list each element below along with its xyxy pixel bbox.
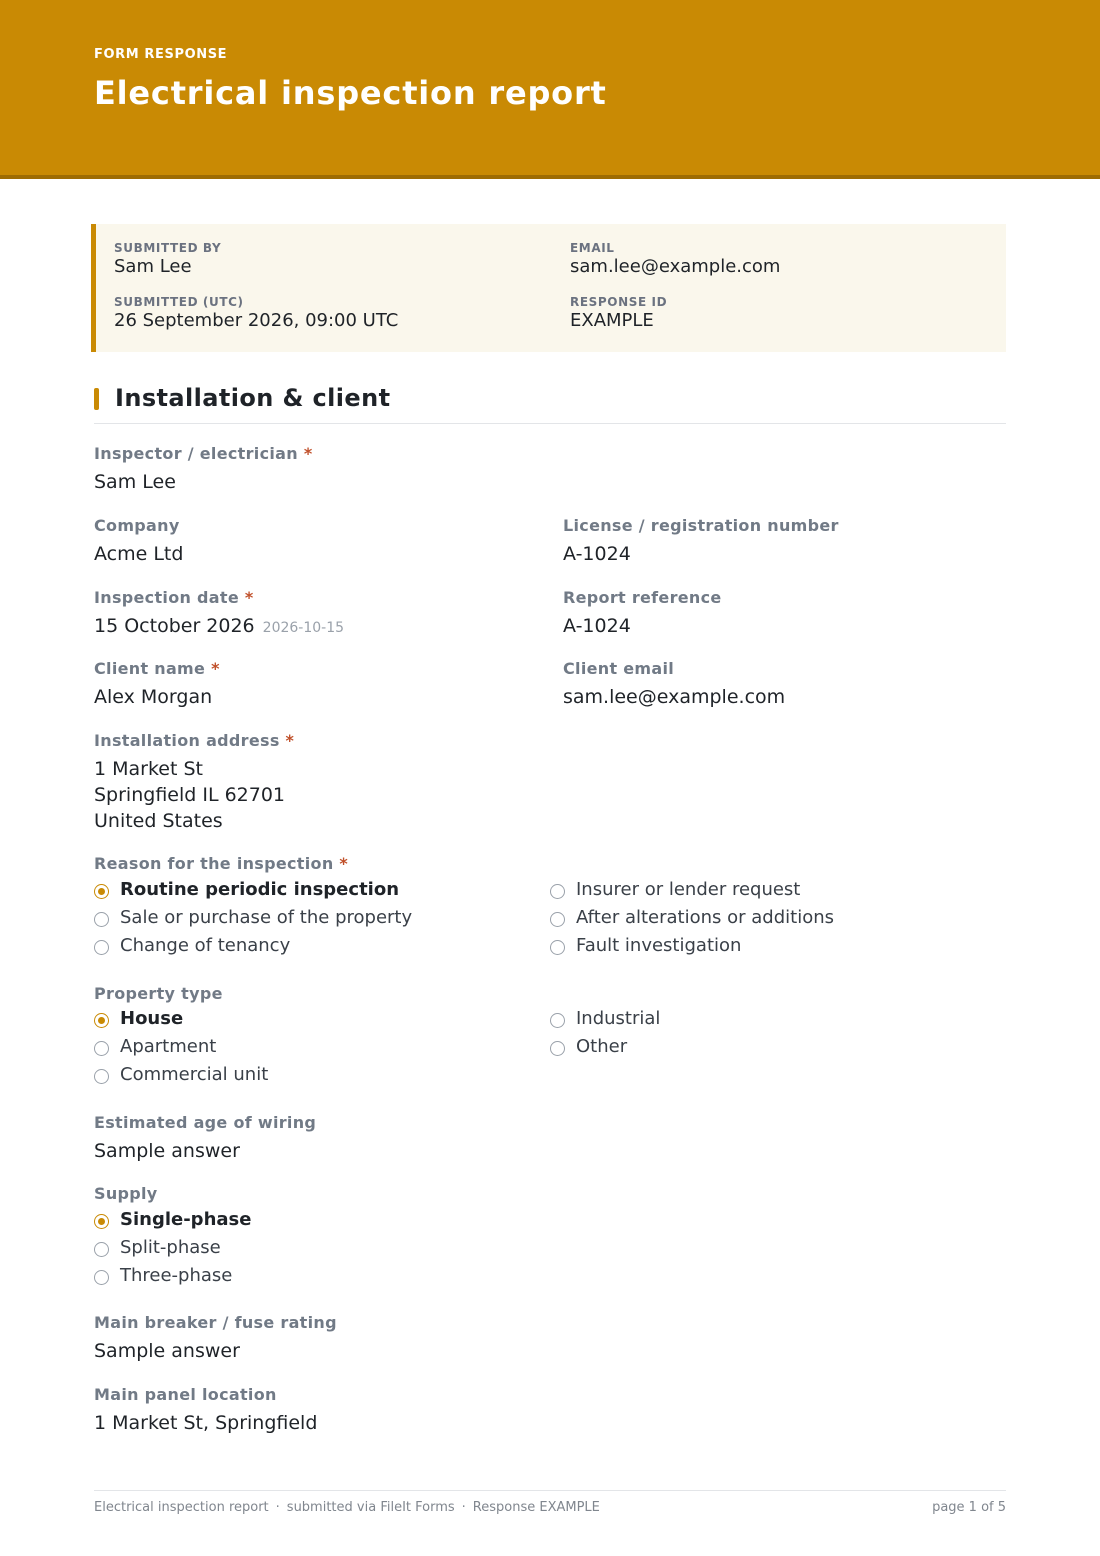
email-value: sam.lee@example.com [570,256,781,277]
required-marker: * [285,731,295,750]
section-accent-bar [94,388,99,410]
radio-option-label: Other [576,1036,628,1057]
submitted-by [114,241,221,277]
field-label: Inspector / electrician * [94,444,313,463]
radio-option-label: Insurer or lender request [576,879,801,900]
radio-unselected-icon [94,912,109,927]
address-line: United States [94,810,223,832]
radio-unselected-icon [94,1069,109,1084]
radio-option-label: Industrial [576,1008,661,1029]
radio-unselected-icon [94,940,109,955]
field-client-email [563,659,785,710]
response-id-value: EXAMPLE [570,310,654,331]
field-label: Reason for the inspection * [94,854,349,873]
page-title: Electrical inspection report [94,74,607,112]
footer-separator: · [275,1500,280,1515]
radio-option-label: House [120,1008,184,1029]
header-eyebrow: FORM RESPONSE [94,47,228,62]
footer-separator: · [461,1500,466,1515]
address-line: 1 Market St [94,758,203,780]
radio-unselected-icon [94,1041,109,1056]
field-license [563,516,839,567]
submitted-utc [114,295,398,331]
radio-option-label: Change of tenancy [120,935,291,956]
field-main-panel [94,1385,317,1436]
field-value: A-1024 [563,615,631,637]
field-value [94,756,294,834]
field-label: Main breaker / fuse rating [94,1313,337,1332]
field-value: 15 October 2026 2026-10-15 [94,615,345,637]
radio-option-label: Split-phase [120,1237,221,1258]
footer-response: Response EXAMPLE [472,1500,600,1515]
field-value: Sample answer [94,1140,240,1162]
field-value: Alex Morgan [94,686,213,708]
field-client-name [94,659,220,710]
field-value: Sample answer [94,1340,240,1362]
field-value: 1 Market St, Springfield [94,1412,318,1434]
radio-unselected-icon [550,884,565,899]
radio-unselected-icon [94,1270,109,1285]
field-value: sam.lee@example.com [563,686,786,708]
radio-option-label: Single-phase [120,1209,252,1230]
footer-info [94,1500,600,1515]
field-company [94,516,183,567]
radio-unselected-icon [550,940,565,955]
field-label: Report reference [563,588,722,607]
radio-option-label: Fault investigation [576,935,742,956]
section-heading [94,382,1006,424]
submitted-by-value: Sam Lee [114,256,192,277]
radio-selected-icon [94,1214,109,1229]
field-inspector [94,444,312,495]
radio-selected-icon [94,884,109,899]
field-label: Company [94,516,180,535]
submission-meta-panel [91,224,1006,352]
required-marker: * [244,588,254,607]
required-marker: * [211,659,220,678]
page-header [0,0,1100,179]
page-footer [94,1490,1006,1521]
field-label: Main panel location [94,1385,277,1404]
iso-date: 2026-10-15 [262,620,345,636]
field-property-type [94,984,223,1003]
field-main-breaker [94,1313,337,1364]
radio-unselected-icon [550,912,565,927]
field-value: A-1024 [563,543,631,565]
field-wiring-age [94,1113,316,1164]
field-label: Client name * [94,659,220,678]
footer-doc-title: Electrical inspection report [94,1500,269,1515]
footer-via: submitted via FileIt Forms [286,1500,455,1515]
section-title: Installation & client [115,384,391,412]
field-reason [94,854,348,873]
radio-option-label: Apartment [120,1036,217,1057]
field-label: Property type [94,984,223,1003]
field-installation-address [94,731,294,834]
submitted-utc-value: 26 September 2026, 09:00 UTC [114,310,399,331]
required-marker: * [303,444,313,463]
field-report-reference [563,588,722,639]
radio-option-label: Three-phase [120,1265,233,1286]
submitted-by-label: SUBMITTED BY [114,241,222,255]
address-line: Springfield IL 62701 [94,784,286,806]
field-value: Acme Ltd [94,543,184,565]
radio-option-label: Sale or purchase of the property [120,907,413,928]
field-label: Inspection date * [94,588,254,607]
radio-option-label: After alterations or additions [576,907,834,928]
field-label: License / registration number [563,516,839,535]
submitted-utc-label: SUBMITTED (UTC) [114,295,244,309]
page-number: page 1 of 5 [932,1500,1006,1515]
field-label: Estimated age of wiring [94,1113,317,1132]
required-marker: * [339,854,349,873]
radio-selected-icon [94,1013,109,1028]
field-value: Sam Lee [94,471,176,493]
field-supply [94,1184,158,1203]
radio-unselected-icon [94,1242,109,1257]
radio-option-label: Routine periodic inspection [120,879,400,900]
field-label: Installation address * [94,731,295,750]
field-label: Supply [94,1184,158,1203]
email-label: EMAIL [570,241,615,255]
radio-unselected-icon [550,1041,565,1056]
response-id [570,295,667,331]
field-label: Client email [563,659,675,678]
response-id-label: RESPONSE ID [570,295,668,309]
email [570,241,780,277]
field-inspection-date [94,588,344,641]
radio-unselected-icon [550,1013,565,1028]
radio-option-label: Commercial unit [120,1064,269,1085]
